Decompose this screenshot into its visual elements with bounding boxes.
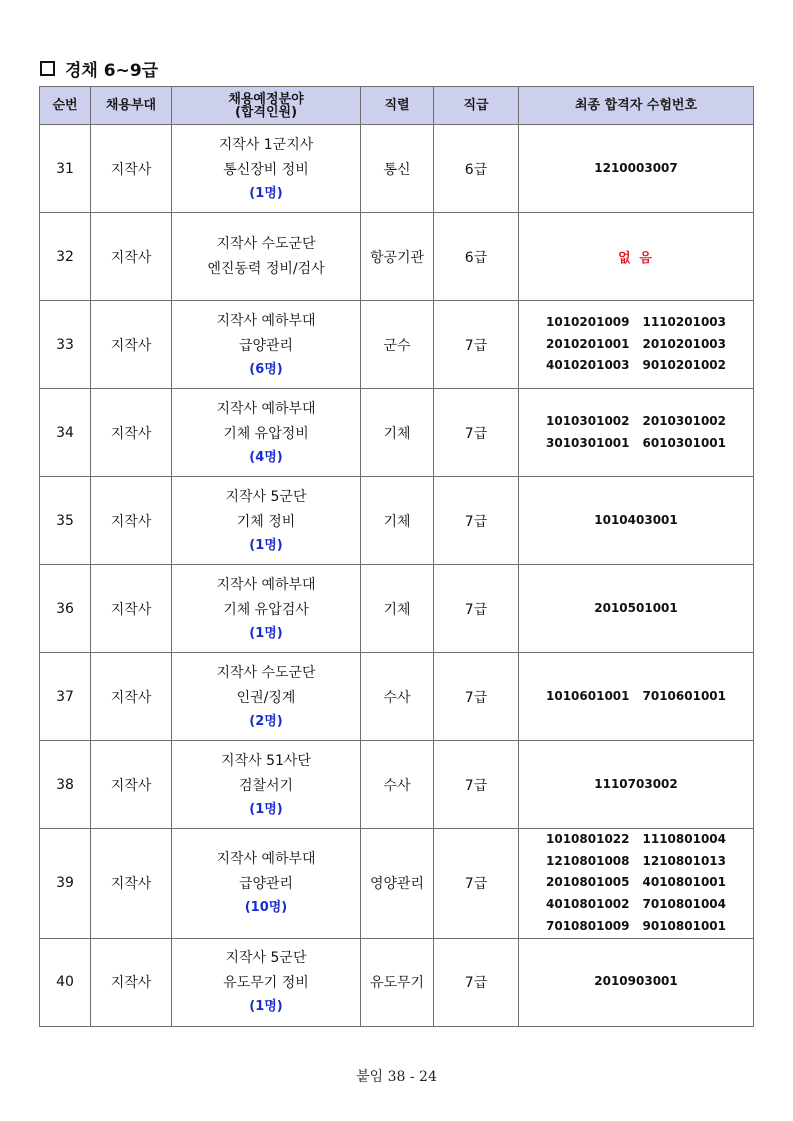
field-line: 지작사 수도군단 bbox=[216, 664, 316, 681]
field-line: 지작사 예하부대 bbox=[216, 576, 316, 593]
exam-number: 2010501001 bbox=[594, 600, 678, 615]
exam-number: 2010201003 bbox=[642, 336, 726, 351]
header-field-line1: 채용예정분야 bbox=[228, 91, 304, 107]
header-field-line2: (합격인원) bbox=[234, 104, 298, 120]
exam-number-list bbox=[519, 411, 753, 454]
field-count: (1명) bbox=[249, 185, 283, 201]
exam-number: 2010801005 bbox=[546, 875, 630, 890]
exam-number-row bbox=[519, 851, 753, 873]
exam-number-row bbox=[519, 355, 753, 377]
exam-number: 1110703002 bbox=[594, 776, 678, 791]
field-count: (10명) bbox=[244, 900, 288, 916]
exam-number: 2010301002 bbox=[642, 413, 726, 428]
table-row bbox=[40, 389, 754, 477]
header-dept: 채용부대 bbox=[91, 87, 172, 125]
checkbox-square-icon bbox=[40, 61, 55, 76]
cell-no: 32 bbox=[40, 213, 91, 301]
cell-job: 영양관리 bbox=[361, 829, 434, 939]
cell-field bbox=[172, 938, 361, 1026]
cell-numbers bbox=[519, 213, 754, 301]
cell-numbers bbox=[519, 125, 754, 213]
cell-field bbox=[172, 653, 361, 741]
exam-number: 1110801004 bbox=[642, 832, 726, 846]
exam-number-row bbox=[519, 872, 753, 894]
cell-field bbox=[172, 301, 361, 389]
cell-no: 33 bbox=[40, 301, 91, 389]
table-header-row bbox=[40, 87, 754, 125]
cell-numbers bbox=[519, 829, 754, 939]
cell-no: 37 bbox=[40, 653, 91, 741]
cell-no: 36 bbox=[40, 565, 91, 653]
field-line: 기체 유압검사 bbox=[223, 601, 309, 618]
cell-numbers bbox=[519, 741, 754, 829]
cell-dept: 지작사 bbox=[91, 213, 172, 301]
exam-number: 1010403001 bbox=[594, 512, 678, 527]
exam-number: 3010301001 bbox=[546, 435, 630, 450]
cell-grade: 6급 bbox=[434, 125, 519, 213]
table-row bbox=[40, 125, 754, 213]
section-heading bbox=[40, 56, 158, 81]
exam-number: 7010801004 bbox=[642, 897, 726, 912]
field-line: 통신장비 정비 bbox=[223, 161, 309, 178]
table-row bbox=[40, 213, 754, 301]
cell-grade: 7급 bbox=[434, 653, 519, 741]
field-line: 급양관리 bbox=[238, 876, 294, 893]
exam-number: 9010801001 bbox=[642, 918, 726, 933]
cell-field bbox=[172, 213, 361, 301]
field-line: 지작사 예하부대 bbox=[216, 312, 316, 329]
exam-number-list bbox=[519, 598, 753, 620]
field-line: 검찰서기 bbox=[238, 777, 294, 794]
cell-field bbox=[172, 741, 361, 829]
exam-number-list bbox=[519, 829, 753, 938]
cell-job: 기체 bbox=[361, 389, 434, 477]
field-line: 지작사 1군지사 bbox=[218, 136, 314, 153]
cell-dept: 지작사 bbox=[91, 565, 172, 653]
field-line: 지작사 51사단 bbox=[221, 752, 311, 769]
cell-grade: 6급 bbox=[434, 213, 519, 301]
header-grade: 직급 bbox=[434, 87, 519, 125]
cell-job: 유도무기 bbox=[361, 938, 434, 1026]
cell-dept: 지작사 bbox=[91, 301, 172, 389]
cell-grade: 7급 bbox=[434, 741, 519, 829]
exam-number-row bbox=[519, 334, 753, 356]
page-footer: 붙임 38 - 24 bbox=[356, 1069, 437, 1085]
exam-number-list bbox=[519, 510, 753, 532]
field-line: 지작사 예하부대 bbox=[216, 400, 316, 417]
cell-grade: 7급 bbox=[434, 829, 519, 939]
table-row bbox=[40, 301, 754, 389]
cell-job: 항공기관 bbox=[361, 213, 434, 301]
field-line: 지작사 수도군단 bbox=[216, 235, 316, 252]
exam-number-row bbox=[519, 411, 753, 433]
exam-number: 1110201003 bbox=[642, 314, 726, 329]
field-line: 지작사 5군단 bbox=[225, 488, 307, 505]
cell-job: 수사 bbox=[361, 741, 434, 829]
field-line: 유도무기 정비 bbox=[223, 975, 309, 992]
field-count: (4명) bbox=[249, 449, 283, 465]
header-job: 직렬 bbox=[361, 87, 434, 125]
cell-job: 군수 bbox=[361, 301, 434, 389]
cell-dept: 지작사 bbox=[91, 938, 172, 1026]
cell-field bbox=[172, 565, 361, 653]
cell-grade: 7급 bbox=[434, 565, 519, 653]
exam-number-list bbox=[519, 158, 753, 180]
cell-numbers bbox=[519, 653, 754, 741]
exam-number: 1210801008 bbox=[546, 853, 630, 868]
cell-no: 39 bbox=[40, 829, 91, 939]
exam-number-list bbox=[519, 774, 753, 796]
exam-number-row bbox=[519, 158, 753, 180]
cell-dept: 지작사 bbox=[91, 477, 172, 565]
exam-number: 4010801001 bbox=[642, 875, 726, 890]
field-line: 인권/징계 bbox=[236, 689, 296, 706]
exam-number: 1010301002 bbox=[546, 413, 630, 428]
none-label: 없 음 bbox=[618, 251, 654, 266]
exam-number-row bbox=[519, 433, 753, 455]
exam-number: 7010801009 bbox=[546, 918, 630, 933]
cell-job: 기체 bbox=[361, 565, 434, 653]
cell-dept: 지작사 bbox=[91, 829, 172, 939]
cell-field bbox=[172, 389, 361, 477]
field-line: 엔진동력 정비/검사 bbox=[207, 260, 325, 277]
exam-number-row bbox=[519, 971, 753, 993]
cell-no: 34 bbox=[40, 389, 91, 477]
field-count: (1명) bbox=[249, 801, 283, 817]
exam-number-row bbox=[519, 312, 753, 334]
table-row bbox=[40, 829, 754, 939]
exam-number: 4010201003 bbox=[546, 358, 630, 373]
exam-number: 2010201001 bbox=[546, 336, 630, 351]
exam-number-row bbox=[519, 774, 753, 796]
exam-number-row bbox=[519, 686, 753, 708]
exam-number-row bbox=[519, 894, 753, 916]
field-count: (6명) bbox=[249, 361, 283, 377]
cell-no: 35 bbox=[40, 477, 91, 565]
cell-no: 38 bbox=[40, 741, 91, 829]
cell-numbers bbox=[519, 565, 754, 653]
cell-field bbox=[172, 829, 361, 939]
cell-job: 기체 bbox=[361, 477, 434, 565]
field-line: 급양관리 bbox=[238, 337, 294, 354]
table-row bbox=[40, 741, 754, 829]
results-table bbox=[39, 86, 754, 1027]
exam-number-list bbox=[519, 971, 753, 993]
cell-numbers bbox=[519, 938, 754, 1026]
exam-number: 4010801002 bbox=[546, 897, 630, 912]
table-row bbox=[40, 938, 754, 1026]
exam-number: 1210801013 bbox=[642, 853, 726, 868]
header-no: 순번 bbox=[40, 87, 91, 125]
exam-number-row bbox=[519, 829, 753, 851]
exam-number-row bbox=[519, 598, 753, 620]
cell-numbers bbox=[519, 389, 754, 477]
cell-no: 40 bbox=[40, 938, 91, 1026]
exam-number: 1010201009 bbox=[546, 314, 630, 329]
cell-field bbox=[172, 477, 361, 565]
cell-numbers bbox=[519, 477, 754, 565]
field-line: 기체 유압정비 bbox=[223, 425, 309, 442]
cell-grade: 7급 bbox=[434, 477, 519, 565]
cell-grade: 7급 bbox=[434, 301, 519, 389]
exam-number: 1010601001 bbox=[546, 688, 630, 703]
exam-number-row bbox=[519, 510, 753, 532]
cell-dept: 지작사 bbox=[91, 741, 172, 829]
exam-number-list bbox=[519, 686, 753, 708]
section-title: 경채 6~9급 bbox=[65, 61, 159, 81]
exam-number: 1210003007 bbox=[594, 160, 678, 175]
cell-dept: 지작사 bbox=[91, 653, 172, 741]
exam-number: 7010601001 bbox=[642, 688, 726, 703]
cell-dept: 지작사 bbox=[91, 389, 172, 477]
exam-number: 1010801022 bbox=[546, 832, 630, 846]
field-line: 지작사 5군단 bbox=[225, 950, 307, 967]
exam-number: 6010301001 bbox=[642, 435, 726, 450]
field-line: 기체 정비 bbox=[236, 513, 296, 530]
header-field bbox=[172, 87, 361, 125]
header-numbers: 최종 합격자 수험번호 bbox=[519, 87, 754, 125]
cell-dept: 지작사 bbox=[91, 125, 172, 213]
table-row bbox=[40, 653, 754, 741]
field-count: (1명) bbox=[249, 537, 283, 553]
table-row bbox=[40, 565, 754, 653]
field-count: (1명) bbox=[249, 625, 283, 641]
cell-field bbox=[172, 125, 361, 213]
exam-number-row bbox=[519, 916, 753, 938]
field-count: (2명) bbox=[249, 713, 283, 729]
cell-job: 통신 bbox=[361, 125, 434, 213]
cell-numbers bbox=[519, 301, 754, 389]
field-count: (1명) bbox=[249, 999, 283, 1015]
cell-grade: 7급 bbox=[434, 938, 519, 1026]
field-line: 지작사 예하부대 bbox=[216, 851, 316, 868]
table-row bbox=[40, 477, 754, 565]
cell-job: 수사 bbox=[361, 653, 434, 741]
exam-number: 2010903001 bbox=[594, 974, 678, 989]
exam-number-list bbox=[519, 312, 753, 377]
cell-no: 31 bbox=[40, 125, 91, 213]
cell-grade: 7급 bbox=[434, 389, 519, 477]
exam-number: 9010201002 bbox=[642, 358, 726, 373]
